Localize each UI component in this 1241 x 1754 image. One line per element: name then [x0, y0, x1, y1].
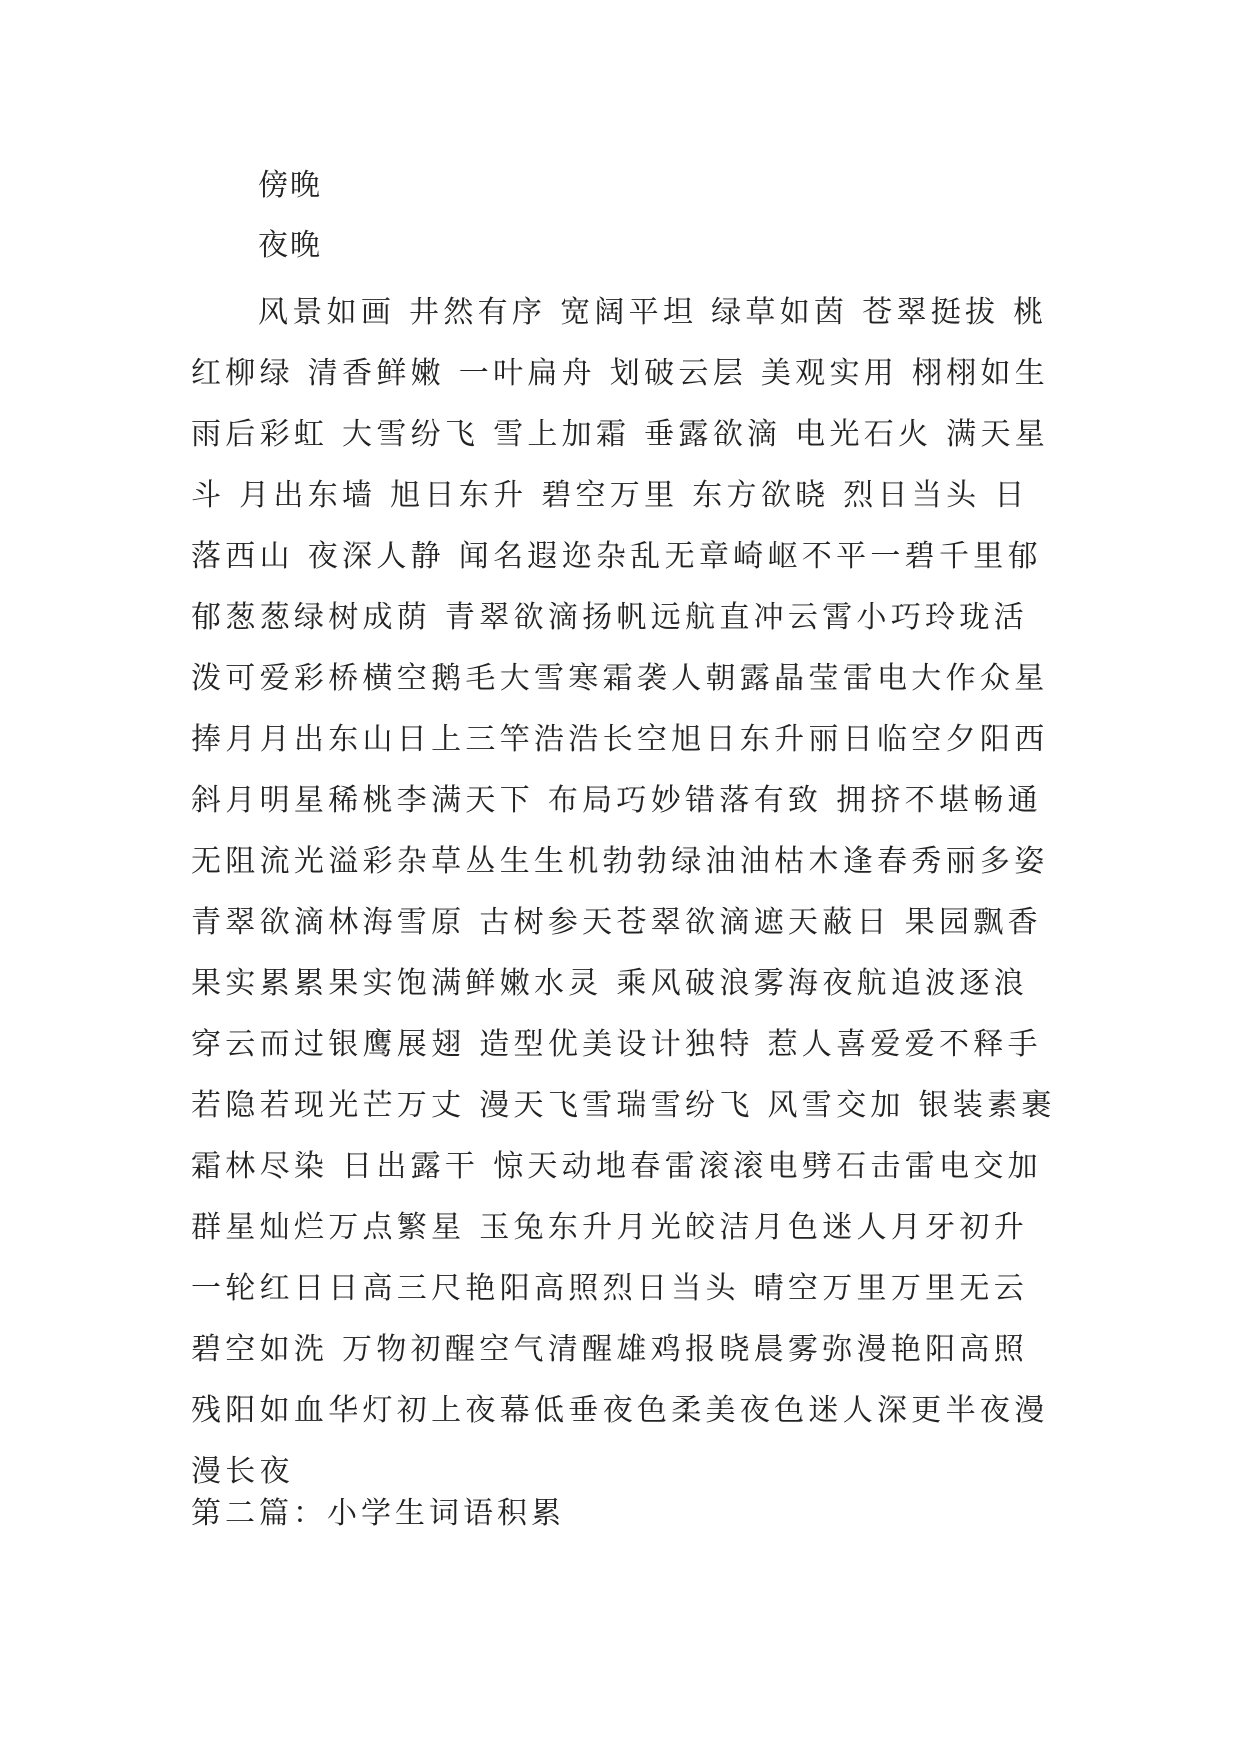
- text-line-bangwan: 傍晚: [258, 168, 322, 203]
- text-line-yewan: 夜晚: [258, 228, 322, 263]
- section-heading: 第二篇：小学生词语积累: [191, 1496, 565, 1531]
- vocabulary-paragraph: 风景如画 井然有序 宽阔平坦 绿草如茵 苍翠挺拔 桃红柳绿 清香鲜嫩 一叶扁舟 划破云层 美观实用 栩栩如生 雨后彩虹 大雪纷飞 雪上加霜 垂露欲滴 电光石火 满天星斗 月出东墙 旭日东升 碧空万里 东方欲晓 烈日当头 日落西山 夜深人静 闻名遐迩杂乱无章崎岖不平一碧千里郁郁葱葱绿树成荫 青翠欲滴扬帆远航直冲云霄小巧玲珑活泼可爱彩桥横空鹅毛大雪寒霜袭人朝露晶莹雷电大作众星捧月月出东山日上三竿浩浩长空旭日东升丽日临空夕阳西斜月明星稀桃李满天下 布局巧妙错落有致 拥挤不堪畅通无阻流光溢彩杂草丛生生机勃勃绿油油枯木逢春秀丽多姿青翠欲滴林海雪原 古树参天苍翠欲滴遮天蔽日 果园飘香果实累累果实饱满鲜嫩水灵 乘风破浪雾海夜航追波逐浪 穿云而过银鹰展翅 造型优美设计独特 惹人喜爱爱不释手 若隐若现光芒万丈 漫天飞雪瑞雪纷飞 风雪交加 银装素裹霜林尽染 日出露干 惊天动地春雷滚滚电劈石击雷电交加群星灿烂万点繁星 玉兔东升月光皎洁月色迷人月牙初升一轮红日日高三尺艳阳高照烈日当头 晴空万里万里无云碧空如洗 万物初醒空气清醒雄鸡报晓晨雾弥漫艳阳高照残阳如血华灯初上夜幕低垂夜色柔美夜色迷人深更半夜漫漫长夜: [191, 295, 1056, 1489]
